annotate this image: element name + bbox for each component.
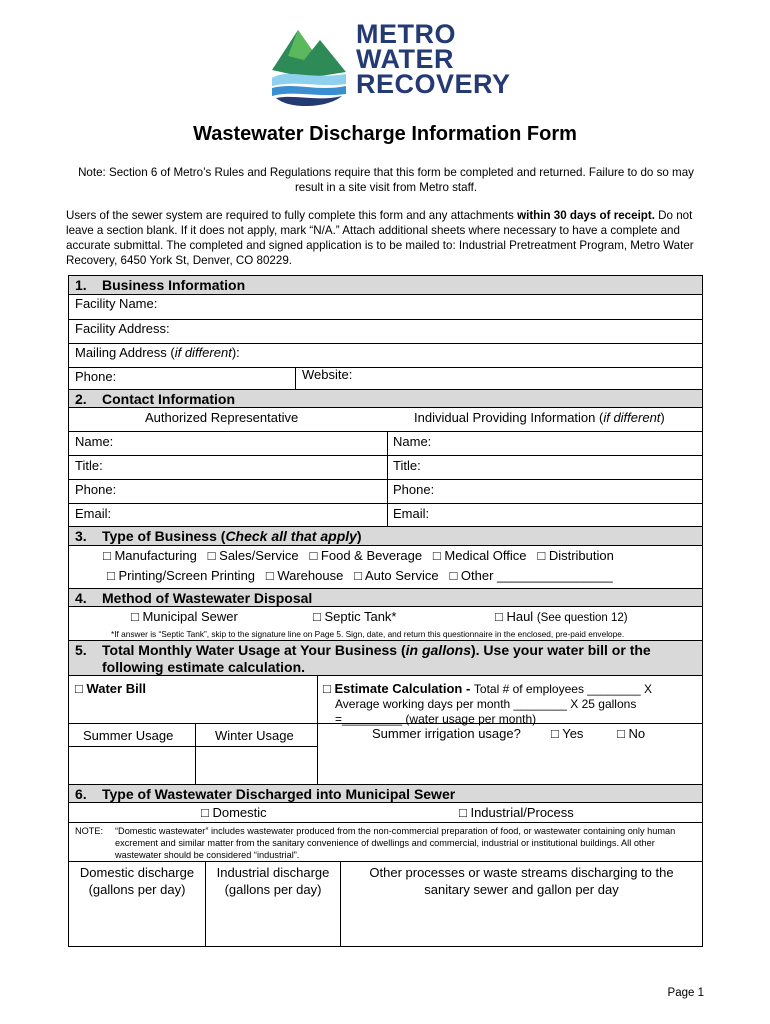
industrial-discharge-input[interactable] [206, 900, 340, 946]
rep-phone-label: Phone: [75, 482, 117, 497]
disposal-options [69, 607, 702, 641]
page-number: Page 1 [667, 987, 704, 999]
contact-name-row[interactable] [69, 432, 702, 456]
domestic-discharge-label: Domestic discharge (gallons per day) [79, 865, 195, 897]
rep-email-label: Email: [75, 506, 112, 521]
intro-deadline: within 30 days of receipt. [517, 209, 655, 222]
logo-wordmark [356, 19, 511, 99]
provider-name-label: Name: [393, 434, 432, 449]
septic-footnote: *If answer is “Septic Tank”, skip to the signature line on Page 5. Sign, date, and return this questionnaire in the enclosed, pre-paid envelope. [111, 629, 625, 639]
discharge-type-options [69, 803, 702, 823]
business-type-options [69, 546, 702, 589]
provider-title-label: Title: [393, 458, 421, 473]
section-title-line-2: following estimate calculation. [102, 659, 306, 675]
domestic-checkbox[interactable]: □ Domestic [201, 805, 267, 820]
form-note: Note: Section 6 of Metro’s Rules and Regulations require that this form be completed and returned. Failure to do so may result in a site visit from Metro staff. [78, 166, 694, 194]
phone-label: Phone: [75, 369, 117, 384]
other-processes-input[interactable] [341, 900, 702, 946]
section-number: 1. [75, 277, 87, 293]
section-number: 2. [75, 391, 87, 407]
section-title-italic: in gallons [405, 642, 471, 658]
summer-usage-label: Summer Usage [83, 728, 174, 743]
section-number: 5. [75, 642, 87, 658]
section-number: 4. [75, 590, 87, 606]
logo-line-1: METRO [356, 19, 456, 49]
section-title: Total Monthly Water Usage at Your Business ( [102, 642, 406, 658]
section-title-suffix: ) [356, 528, 362, 544]
facility-address-label: Facility Address: [75, 321, 170, 336]
usage-method-row [69, 676, 702, 724]
industrial-process-checkbox[interactable]: □ Industrial/Process [459, 805, 574, 820]
mailing-address-label: Mailing Address (if different): [75, 345, 240, 360]
section-title: Type of Business ( [102, 528, 226, 544]
section-title: Type of Wastewater Discharged into Municipal Sewer [102, 786, 456, 802]
haul-checkbox[interactable]: □ Haul (See question 12) [495, 609, 628, 624]
section-title: Business Information [102, 277, 246, 293]
contact-email-row[interactable] [69, 504, 702, 526]
website-label: Website: [302, 367, 353, 382]
note-text: “Domestic wastewater” includes wastewater produced from the non-commercial preparation of food, or wastewater containing only human excrement and similar matter from the sanitary convenience of dwellings and commercial, industrial or institutional buildings. All other wastewater should be considered “industrial”. [115, 826, 676, 860]
facility-name-label: Facility Name: [75, 296, 158, 311]
section-title-italic: Check all that apply [225, 528, 357, 544]
septic-tank-checkbox[interactable]: □ Septic Tank* [313, 609, 397, 624]
irrigation-question: Summer irrigation usage? [372, 726, 521, 741]
section-4-header [69, 588, 702, 607]
divider [387, 432, 388, 526]
divider [295, 368, 296, 390]
authorized-rep-heading: Authorized Representative [145, 410, 299, 425]
note-label: NOTE: [75, 826, 104, 836]
rep-title-label: Title: [75, 458, 103, 473]
irrigation-no-checkbox[interactable]: □ No [617, 726, 646, 741]
domestic-note [69, 823, 702, 862]
winter-usage-input[interactable] [196, 746, 317, 784]
section-2-header [69, 389, 702, 408]
section-6-header [69, 784, 702, 803]
metro-water-recovery-logo [268, 19, 511, 112]
summer-usage-input[interactable] [69, 746, 195, 784]
section-5-header [69, 640, 702, 676]
industrial-discharge-label: Industrial discharge (gallons per day) [216, 865, 330, 897]
section-title-suffix: ). Use your water bill or the [470, 642, 651, 658]
municipal-sewer-checkbox[interactable]: □ Municipal Sewer [131, 609, 238, 624]
facility-name-field[interactable] [69, 295, 702, 320]
estimate-calculation[interactable]: □ Estimate Calculation - Total # of employees ________ X Average working days per month ________ X 25 gallons =_________ (water usage per month) [323, 681, 653, 726]
section-title: Contact Information [102, 391, 235, 407]
contact-phone-row[interactable] [69, 480, 702, 504]
section-3-header [69, 526, 702, 546]
provider-phone-label: Phone: [393, 482, 435, 497]
water-bill-checkbox[interactable]: □ Water Bill [75, 681, 146, 696]
business-type-checkboxes-row-2[interactable]: □ Printing/Screen Printing □ Warehouse □ Auto Service □ Other ________________ [107, 568, 613, 583]
rep-name-label: Name: [75, 434, 114, 449]
usage-labels-row [69, 724, 702, 748]
section-number: 6. [75, 786, 87, 802]
logo-line-2: WATER [356, 44, 454, 74]
logo-mark-icon [268, 22, 350, 108]
irrigation-yes-checkbox[interactable]: □ Yes [551, 726, 584, 741]
intro-text-2: Do not leave a section blank. If it does not apply, mark “N/A.” Attach additional sheets where necessary to have a complete and accurate submittal. The completed and signed application is to be mailed to: Industrial Pretreatment Program, Metro Water Recovery, 6450 York St, Denver, CO 80229. [66, 209, 694, 267]
winter-usage-label: Winter Usage [215, 728, 294, 743]
provider-email-label: Email: [393, 506, 430, 521]
business-type-checkboxes-row-1[interactable]: □ Manufacturing □ Sales/Service □ Food & Beverage □ Medical Office □ Distribution [103, 548, 614, 563]
form-title: Wastewater Discharge Information Form [193, 123, 577, 145]
other-processes-label: Other processes or waste streams discharging to the sanitary sewer and gallon per day [369, 865, 674, 897]
logo-line-3: RECOVERY [356, 69, 511, 99]
domestic-discharge-input[interactable] [69, 900, 205, 946]
individual-providing-heading: Individual Providing Information (if different) [414, 410, 665, 425]
facility-address-field[interactable] [69, 320, 702, 344]
section-title: Method of Wastewater Disposal [102, 590, 313, 606]
phone-website-row [69, 368, 702, 390]
section-1-header [69, 275, 702, 295]
contact-columns-header [69, 408, 702, 432]
form-table [68, 275, 703, 947]
form-intro [66, 208, 706, 268]
contact-title-row[interactable] [69, 456, 702, 480]
section-number: 3. [75, 528, 87, 544]
mailing-address-field[interactable] [69, 344, 702, 368]
intro-text-1: Users of the sewer system are required to fully complete this form and any attachments [66, 209, 518, 222]
